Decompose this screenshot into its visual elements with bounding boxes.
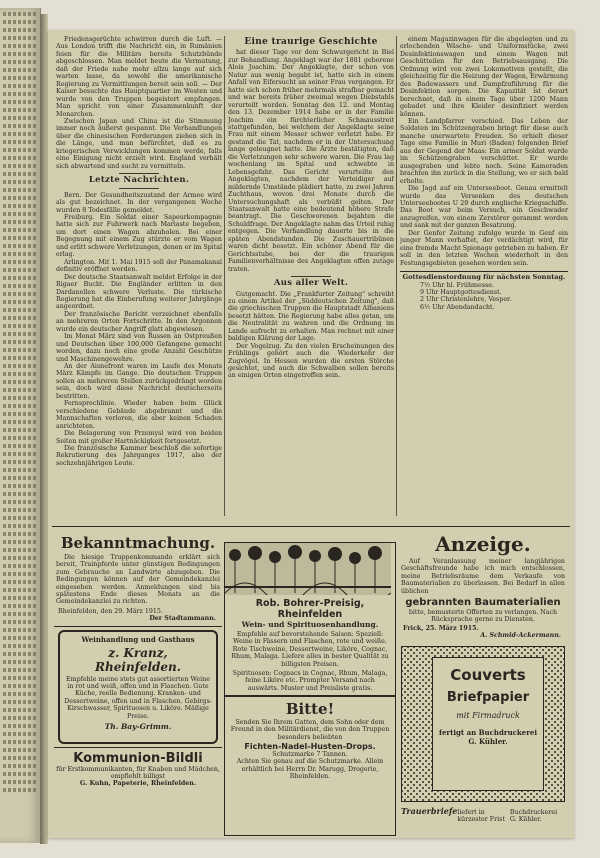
previous-page-text-line — [3, 300, 37, 304]
previous-page-text-line — [3, 580, 37, 584]
col1-paragraph: Der deutsche Staatsanwalt meldet Erfolge in der Rigaer Bucht. Die Engländer erlitten in den Dardanellen schwere Verluste. Die türkische Regierung hat die Einberufung weiterer Jahrgänge angeordnet. — [56, 273, 222, 311]
bohrer-subtitle: Wein- und Spirituosenhandlung. — [241, 620, 379, 629]
previous-page-text-line — [3, 532, 37, 536]
trauerbriefe-mid: liefert in kürzester Frist — [457, 808, 505, 824]
previous-page-text-line — [3, 396, 37, 400]
previous-page-text-line — [3, 180, 37, 184]
previous-page-text-line — [3, 140, 37, 144]
church-line: 9 Uhr Hauptgottesdienst. — [420, 288, 502, 296]
previous-page-text-line — [3, 268, 37, 272]
previous-page-text-line — [3, 292, 37, 296]
col1-paragraph: Die Belagerung von Przemysl wird von beiden Seiten mit großer Hartnäckigkeit fortgesetzt. — [56, 430, 222, 445]
previous-page-text-line — [3, 124, 37, 128]
divider — [291, 276, 331, 277]
briefpapier-title: Briefpapier — [446, 689, 530, 705]
previous-page-text-line — [3, 668, 37, 672]
previous-page-text-line — [3, 564, 37, 568]
col1-paragraph: Friedensgerüchte schwirren durch die Luft. — Aus London trifft die Nachricht ein, in Rumänien feien für die Militärs bereits Schutzbünde abgeschlossen. Man meldet heute die Vermutung, daß der Friede nahe mehr allzu lange auf sich warten lasse, da sowohl die amerikanische Regierung zu Vermittlungen bereit sein soll. — Der Kaiser besuchte das Hauptquartier im Westen und wurde von den Truppen begeistert empfangen. Man spricht von einer Zusammenkunft der Monarchen. — [56, 36, 222, 118]
col2-paragraph: Gutgemacht. Die „Frankfurter Zeitung" schreibt zu einem Artikel der „Süddeutschen Zeitung", daß die griechischen Truppen die Hauptstadt Albaniens besetzt hätten. Die Regierung habe alles getan, um die Neutralität zu wahren und die Ordnung im Lande aufrecht zu erhalten. Man rechnet mit einer baldigen Klärung der Lage. — [228, 290, 394, 343]
previous-page-text-line — [3, 420, 37, 424]
previous-page-text-line — [3, 476, 37, 480]
divider — [54, 626, 222, 627]
previous-page-text-line — [3, 196, 37, 200]
previous-page-text-line — [3, 236, 37, 240]
previous-page-text-line — [3, 172, 37, 176]
previous-page-text-line — [3, 708, 37, 712]
previous-page-text-line — [3, 692, 37, 696]
bohrer-bottom: Spirituosen: Cognacs in Cognac, Rhum, Malaga, feine Liköre etc. Prompter Versand nach auswärts. Muster und Preisliste gratis. — [232, 670, 388, 692]
previous-page-text-line — [3, 492, 37, 496]
previous-page-text-line — [3, 612, 37, 616]
divider — [119, 173, 159, 174]
anzeige-signature: A. Schmid-Ackermann. — [480, 632, 561, 640]
ad-column-right — [397, 530, 569, 832]
trauerbriefe-line — [401, 806, 565, 824]
previous-page-text-line — [3, 412, 37, 416]
kranz-ad-signature: Th. Bay-Grimm. — [104, 722, 172, 732]
trauerbriefe-right: Buchdruckerei G. Kühler. — [509, 808, 558, 824]
church-schedule-heading: Gottesdienstordnung für nächsten Sonntag. — [402, 273, 566, 282]
vineyard-illustration — [225, 543, 391, 595]
previous-page-text-line — [3, 684, 37, 688]
previous-page-text-line — [3, 772, 37, 776]
previous-page-text-line — [3, 356, 37, 360]
kranz-ad-name: z. Kranz, Rheinfelden. — [95, 645, 181, 674]
heading-letzte-nachrichten: Letzte Nachrichten. — [88, 175, 190, 186]
previous-page-text-line — [3, 44, 37, 48]
ad-column-left — [54, 530, 222, 832]
col2-paragraph: Der Vogelzug. Zu den vielen Erscheinungen des Frühlings gehört auch die Wiederkehr der Zugvögel. In Hessen wurden die ersten Störche gesichtet, und auch die Schwalben sollen bereits an einigen Orten eingetroffen sein. — [228, 342, 394, 380]
column-2 — [228, 36, 394, 526]
previous-page-text-line — [3, 588, 37, 592]
previous-page-text-line — [3, 52, 37, 56]
couverts-panel — [432, 657, 544, 791]
church-line: 2 Uhr Christenlehre, Vesper. — [420, 296, 512, 304]
previous-page-edge — [0, 8, 41, 843]
column-1 — [56, 36, 222, 526]
previous-page-text-line — [3, 68, 37, 72]
bitte-title: Bitte! — [285, 699, 335, 718]
previous-page-text-line — [3, 748, 37, 752]
bekanntmachung-title: Bekanntmachung. — [60, 534, 216, 552]
previous-page-text-line — [3, 348, 37, 352]
previous-page-text-line — [3, 364, 37, 368]
col1-paragraph: An der Aisnefront waren im Laufe des Monats März Kämpfe im Gange. Die deutschen Truppen sollen an mehreren Stellen zurückgedrängt worden sein, doch wird diese Nachricht deutscherseits bestritten. — [56, 363, 222, 400]
previous-page-text-line — [3, 244, 37, 248]
previous-page-text-line — [3, 596, 37, 600]
ad-bohrer-preisig — [224, 542, 396, 836]
bekanntmachung-signature: Der Stadtammann. — [149, 615, 216, 623]
previous-page-text-line — [3, 572, 37, 576]
previous-page-text-line — [3, 228, 37, 232]
previous-page-text-line — [3, 76, 37, 80]
previous-page-text-line — [3, 404, 37, 408]
previous-page-text-line — [3, 116, 37, 120]
church-line: 7½ Uhr hl. Frühmesse. — [420, 281, 494, 289]
bohrer-body: Empfehle auf bevorstehende Saison: Speziell: Weine in Fässern und Flaschen, rote und weiße. Rote Tischweine, Dessertweine, Liköre, Cognac, Rhum, Malaga. Liefere alles in bester Qualität zu billigsten Preisen. — [231, 631, 389, 668]
col3-paragraph: Die Jagd auf ein Unterseeboot. Genau ermittelt wurde das Versenken des deutschen Unterseebootes U 29 durch englische Kriegsschiffe. Das Boot war beim Versuch, ein Geschwader anzugreifen, von einem Zerstörer gerammt worden und sank mit der ganzen Besatzung. — [400, 185, 568, 230]
col1-paragraph: Arlington. Mit 1. Mai 1915 soll der Panamakanal definitiv eröffnet werden. — [56, 258, 222, 274]
previous-page-text-line — [3, 316, 37, 320]
divider — [119, 188, 159, 189]
divider — [225, 695, 395, 697]
previous-page-text-line — [3, 28, 37, 32]
newspaper-page — [48, 30, 574, 838]
kranz-ad-box — [58, 630, 218, 744]
couverts-printer: fertigt an Buchdruckerei G. Kühler. — [438, 727, 538, 746]
previous-page-text-line — [3, 724, 37, 728]
previous-page-text-line — [3, 452, 37, 456]
previous-page-text-line — [3, 700, 37, 704]
previous-page-text-line — [3, 788, 37, 792]
previous-page-text-line — [3, 36, 37, 40]
column-3 — [400, 36, 568, 506]
column-rule — [396, 36, 397, 516]
previous-page-text-line — [3, 732, 37, 736]
anzeige-title: Anzeige. — [435, 532, 531, 556]
previous-page-text-line — [3, 428, 37, 432]
book-gutter — [40, 14, 48, 844]
previous-page-text-line — [3, 436, 37, 440]
previous-page-text-line — [3, 188, 37, 192]
previous-page-text-line — [3, 340, 37, 344]
previous-page-text-line — [3, 276, 37, 280]
anzeige-date: Frick, 25. März 1915. — [403, 624, 479, 632]
kommunion-title: Kommunion-Bildli — [73, 750, 203, 766]
previous-page-text-line — [3, 780, 37, 784]
col1-paragraph: Der französische Bericht verzeichnet ebenfalls an mehreren Orten Fortschritte. In den Argonnen wurde ein deutscher Angriff glatt abgewiesen. — [56, 310, 222, 333]
previous-page-text-line — [3, 644, 37, 648]
previous-page-text-line — [3, 260, 37, 264]
previous-page-text-line — [3, 20, 37, 24]
previous-page-text-line — [3, 628, 37, 632]
previous-page-text-line — [3, 284, 37, 288]
previous-page-text-line — [3, 636, 37, 640]
col1-paragraph: Fernsprechlinie. Wieder haben beim Glück verschiedene Gebäude abgebrannt und die Mannschaften verloren, die aber keinen Schaden anrichteten. — [56, 400, 222, 430]
kranz-ad-body: Empfehle meine stets gut assortierten Weine in rot und weiß, offen und in Flaschen. Gute Küche, reelle Bedienung. Kranken- und Dessertweine, offen und in Flaschen. Gebirgs-Kirschwasser, Spirituosen u. Liköre. Mäßige Preise. — [64, 675, 212, 720]
couverts-ad — [401, 646, 565, 802]
previous-page-text-line — [3, 468, 37, 472]
anzeige-body2: bitte, bemusterte Offerten zu verlangen. Nach Rücksprache gerne zu Diensten. — [408, 609, 558, 624]
kranz-ad-top: Weinhandlung und Gasthaus — [81, 634, 195, 644]
previous-page-text-line — [3, 444, 37, 448]
col1-paragraph: Im Monat März sind von Russen an Ostpreußen und Deutschen über 100,000 Gefangene gemacht worden, dazu noch eine große Anzahl Geschütze und Maschinengewehre. — [56, 333, 222, 363]
previous-page-text-line — [3, 92, 37, 96]
previous-page-text-line — [3, 60, 37, 64]
col1-paragraph: Zwischen Japan und China ist die Stimmung immer noch äußerst gespannt. Die Verhandlungen über die chinesischen Forderungen ziehen sich in die Länge, und man befürchtet, daß es zu kriegerischen Verwicklungen kommen werde, falls eine Einigung nicht erzielt wird. England verhält sich abwartend und sucht zu vermitteln. — [56, 117, 222, 170]
previous-page-text-line — [3, 756, 37, 760]
previous-page-text-line — [3, 676, 37, 680]
previous-page-text-line — [3, 212, 37, 216]
previous-page-text-line — [3, 12, 37, 16]
ads-top-rule — [52, 526, 570, 527]
previous-page-text-line — [3, 660, 37, 664]
col2-paragraph: hat dieser Tage vor dem Schwurgericht in Biel zur Behandlung. Angeklagt war der 1881 geborene Alois Joachim. Der Angeklagte, der schon von Natur aus wenig begabt ist, hatte sich in einem Anfall von Eifersucht an seiner Frau vergangen. Er hatte sich schon früher mehrmals strafbar gemacht und war bereits früher zweimal wegen Diebstahls verurteilt worden. Sonntag den 12. und Montag den 13. Dezember 1914 habe er in der Familie Joachim ein fürchterlicher Schmausstreit stattgefunden, bei welchem der Angeklagte seine Frau mit einem Messer schwer verletzt habe. Er gestand die Tat, nachdem er in der Untersuchung lange geleugnet hatte. Die Ärzte bestätigten, daß die Verletzungen sehr schwere waren. Die Frau lag wochenlang im Spital und schwebte in Lebensgefahr. Das Gericht verurteilte den Angeklagten, nachdem der Verteidiger auf mildernde Umstände plädiert hatte, zu zwei Jahren Zuchthaus, wovon drei Monate durch die Untersuchungshaft als verbüßt gelten. Der Staatsanwalt hatte eine bedeutend höhere Strafe beantragt. Die Geschworenen bejahten die Schuldfrage. Der Angeklagte nahm das Urteil ruhig entgegen. Die Verhandlung dauerte bis in die späten Abendstunden. Die Zuschauertribünen waren dicht besetzt. Ein schöner Abend für die Gerichtsstube, bei der die traurigen Familienverhältnisse des Angeklagten offen zutage traten. — [228, 49, 394, 273]
previous-page-text-line — [3, 324, 37, 328]
previous-page-text-line — [3, 716, 37, 720]
fichten-title: Fichten-Nadel-Husten-Drops. — [244, 741, 376, 751]
fichten-sub: Schutzmarke 7 Tannen. — [272, 750, 348, 758]
previous-page-text-line — [3, 556, 37, 560]
previous-page-text-line — [3, 620, 37, 624]
previous-page-text-line — [3, 508, 37, 512]
anzeige-body: Auf Veranlassung meiner langjährigen Geschäftsfreunde habe ich mich entschlossen, meine Betriebsräume dem Verkaufe von Baumaterialien zu überlassen. Bei Bedarf in allen üblichen — [401, 558, 565, 595]
kommunion-body: für Erstkommunikanten, für Knaben und Mädchen, empfiehlt billigst — [56, 765, 220, 781]
col3-paragraph: Der Genfer Zeitung zufolge wurde in Genf ein junger Mann verhaftet, der verdächtigt wird, für eine fremde Macht Spionage getrieben zu haben. Er soll in den letzten Wochen wiederholt in den Festungsgebieten gesehen worden sein. — [400, 229, 568, 267]
previous-page-text-line — [3, 252, 37, 256]
previous-page-text-line — [3, 332, 37, 336]
kommunion-signature: G. Kuhn, Papeterie, Rheinfelden. — [79, 780, 197, 788]
previous-page-text-line — [3, 484, 37, 488]
previous-page-text-line — [3, 372, 37, 376]
previous-page-text-line — [3, 220, 37, 224]
previous-page-text-line — [3, 164, 37, 168]
previous-page-text-line — [3, 156, 37, 160]
col3-paragraph: einem Magazinwagen für die abgelegten und zu erlochenden Wäsche- und Uniformstücke, zwei Desinfektionswagen und einem Wagen mit Geschütteilen für den Betriebsausgang. Die Ordnung wird von zwei Lokomotiven gestellt, die gleichzeitig für die Heizung der Wagen, Erwärmung des Badewassers und Dampfzuführung für die Desinfektion sorgen. Die Kapazität ist derart berechnet, daß in einem Tage über 1200 Mann gebadet und ihre Kleider desinfiziert werden können. — [400, 36, 568, 118]
previous-page-text-line — [3, 548, 37, 552]
previous-page-text-line — [3, 100, 37, 104]
anzeige-baumaterialien: gebrannten Baumaterialien — [405, 597, 561, 609]
previous-page-text-line — [3, 604, 37, 608]
divider — [54, 747, 222, 748]
previous-page-text-line — [3, 540, 37, 544]
previous-page-text-line — [3, 108, 37, 112]
previous-page-text-line — [3, 380, 37, 384]
col3-paragraph: Ein Landpfarrer verschied. Das Leben der Soldaten im Schützengraben bringt für diese auch manche unerwartete Freuden. So erhielt dieser Tage eine Familie in Muri (Baden) folgenden Brief aus der Gegend der Maas: Ein armer Soldat wurde im Schützengraben verschüttet. Er wurde ausgegraben und lebte noch. Seine Kameraden brachten ihn zurück in die Stellung, wo er sich bald erholte. — [400, 117, 568, 185]
previous-page-text-line — [3, 500, 37, 504]
col1-paragraph: Die französische Kammer beschloß die sofortige Rekrutierung des Jahrganges 1917, also der sechzehnjährigen Leute. — [56, 445, 222, 467]
col1-paragraph: Bern. Der Gesundheitszustand der Armee wird als gut bezeichnet. In der vergangenen Woche wurden 8 Todesfälle gemeldet. — [56, 191, 222, 214]
col1-paragraph: Freiburg. Ein Soldat einer Sapeurkompagnie hatte sich zur Fuhrwerk nach Mariaste begeben, um dort einen Wagen abzuholen. Bei einer Begegnung mit einem Zug stürzte er vom Wagen und erlitt schwere Verletzungen, denen er im Spital erlag. — [56, 213, 222, 259]
previous-page-text-line — [3, 516, 37, 520]
previous-page-text-line — [3, 388, 37, 392]
previous-page-text-line — [3, 652, 37, 656]
previous-page-text-line — [3, 524, 37, 528]
couverts-title: Couverts — [450, 665, 526, 684]
firmadruck-text: mit Firmadruck — [456, 710, 520, 720]
heading-aus-aller-welt: Aus aller Welt. — [273, 278, 349, 289]
fichten-sign: Achten Sie genau auf die Schutzmarke. Allein erhältlich bei Herrn Dr. Marugg, Drogerie, Rheinfelden. — [236, 758, 384, 781]
bitte-body: Senden Sie Ihrem Gatten, dem Sohn oder dem Freund in den Militärdienst, die von den Truppen besonders beliebten — [230, 718, 390, 741]
heading-traurige-geschichte: Eine traurige Geschichte — [244, 37, 378, 47]
previous-page-text-line — [3, 308, 37, 312]
church-line: 6½ Uhr Abendandacht. — [420, 303, 495, 311]
previous-page-text-line — [3, 764, 37, 768]
previous-page-text-line — [3, 132, 37, 136]
previous-page-text-line — [3, 460, 37, 464]
bekanntmachung-body: Die hiesige Truppenkommando erklärt sich bereit, Trainpferde unter günstigen Bedingungen zum Gebrauche an Landwirte abzugeben. Die Bedingungen können auf der Gemeindekanzlei eingesehen werden. Anmeldungen sind bis spätestens Ende dieses Monats an die Gemeindekanzlei zu richten. — [56, 554, 220, 606]
column-rule — [224, 36, 225, 516]
previous-page-text-line — [3, 204, 37, 208]
trauerbriefe-label: Trauerbriefe — [401, 805, 458, 816]
bohrer-title: Rob. Bohrer-Preisig, Rheinfelden — [255, 598, 365, 620]
previous-page-text-line — [3, 84, 37, 88]
previous-page-text-line — [3, 148, 37, 152]
church-schedule — [400, 271, 568, 311]
bekanntmachung-date: Rheinfelden, den 29. März 1915. — [58, 607, 163, 615]
previous-page-text-line — [3, 740, 37, 744]
